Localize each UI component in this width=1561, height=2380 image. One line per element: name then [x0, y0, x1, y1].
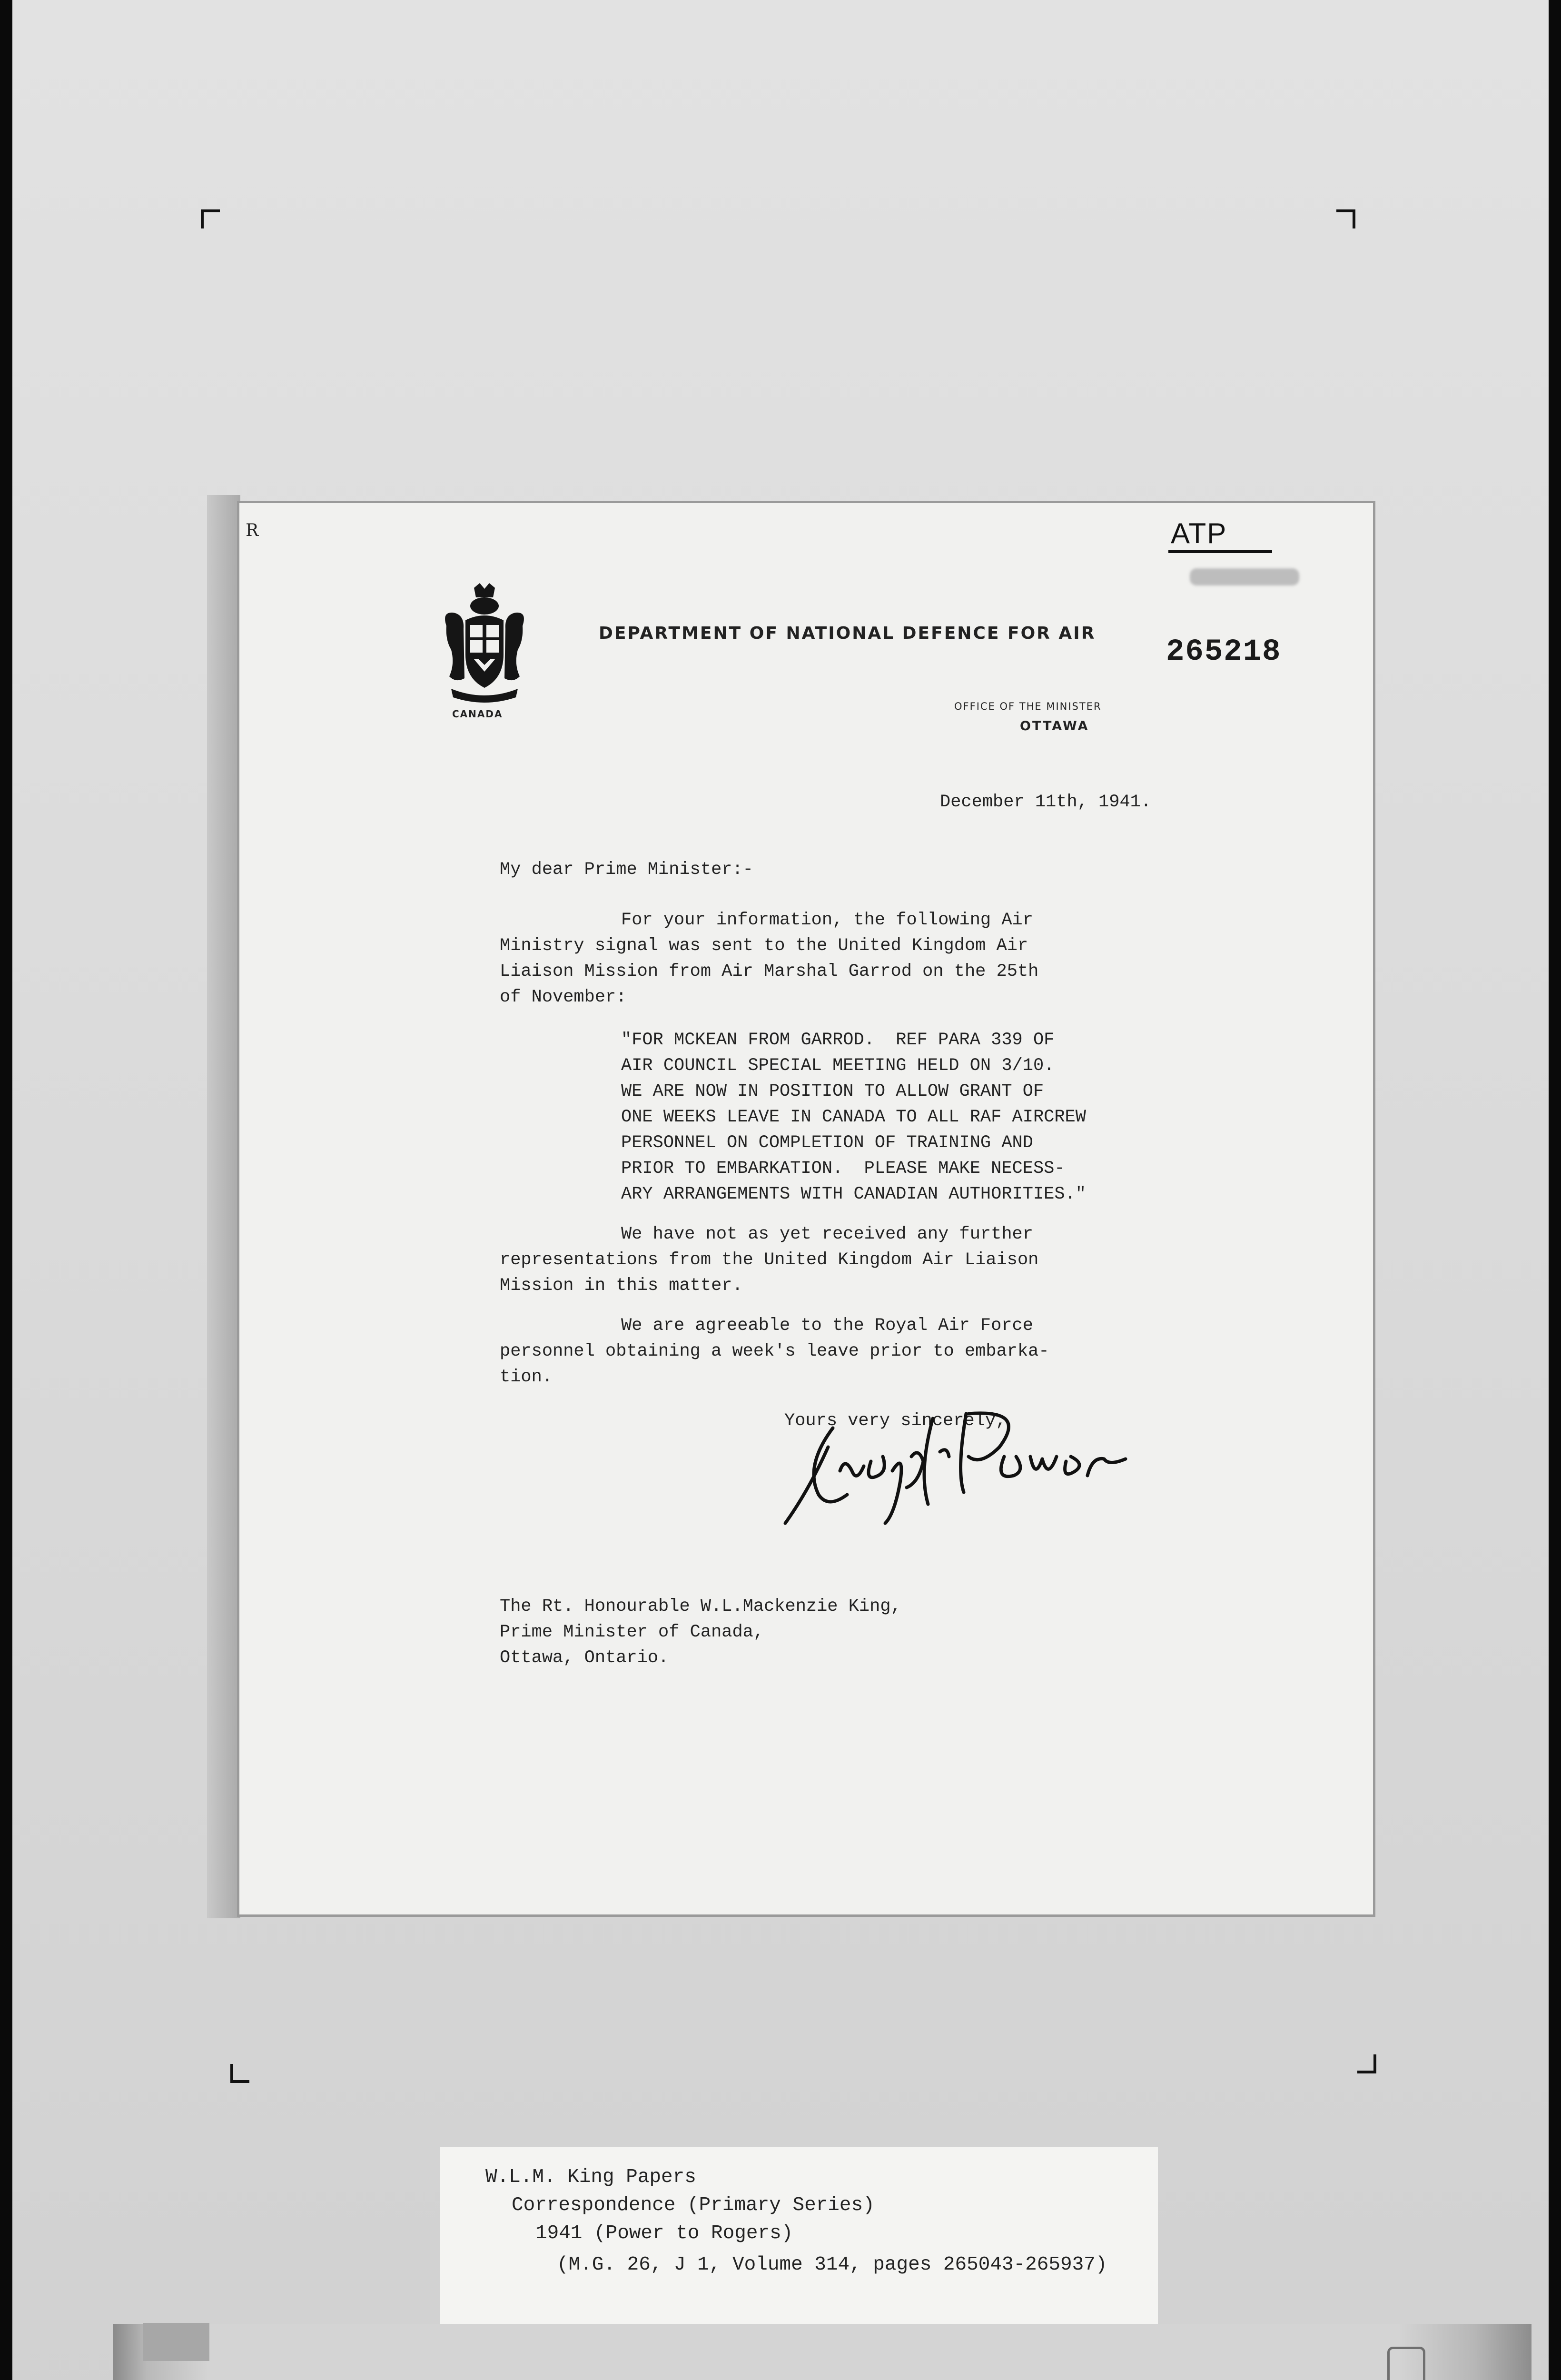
film-edge-left: [0, 0, 12, 2380]
text-line: We have not as yet received any further: [621, 1224, 1033, 1244]
text-line: ARY ARRANGEMENTS WITH CANADIAN AUTHORITIES.": [621, 1184, 1086, 1204]
label-line: 1941 (Power to Rogers): [535, 2222, 793, 2244]
label-line: (M.G. 26, J 1, Volume 314, pages 265043-265937): [557, 2254, 1107, 2276]
letter-salutation: My dear Prime Minister:-: [500, 860, 753, 880]
text-line: Prime Minister of Canada,: [500, 1622, 764, 1642]
atp-stamp: ATP: [1171, 517, 1227, 549]
crop-mark-bottom-right: [1357, 2054, 1376, 2073]
text-line: personnel obtaining a week's leave prior to embarka-: [500, 1341, 1049, 1361]
letter-page-edge: [207, 495, 240, 1918]
letter-page: [237, 501, 1375, 1917]
canada-coat-of-arms-icon: [437, 583, 532, 707]
letter-date: December 11th, 1941.: [940, 792, 1152, 812]
text-line: PRIOR TO EMBARKATION. PLEASE MAKE NECESS-: [621, 1159, 1065, 1179]
stamp-underline: [1168, 550, 1272, 553]
crop-mark-top-right: [1336, 209, 1355, 228]
label-line: Correspondence (Primary Series): [512, 2194, 875, 2216]
film-edge-right: [1549, 0, 1561, 2380]
margin-mark: R: [246, 521, 259, 540]
text-line: Ottawa, Ontario.: [500, 1648, 669, 1668]
text-line: representations from the United Kingdom Air Liaison: [500, 1250, 1039, 1270]
text-line: Mission in this matter.: [500, 1276, 743, 1296]
letterhead-city: OTTAWA: [1020, 719, 1089, 734]
text-line: of November:: [500, 987, 627, 1007]
handwritten-signature: [776, 1399, 1147, 1542]
archive-label-card: [440, 2147, 1158, 2337]
letterhead-department: DEPARTMENT OF NATIONAL DEFENCE FOR AIR: [599, 624, 1096, 643]
text-line: AIR COUNCIL SPECIAL MEETING HELD ON 3/10.: [621, 1056, 1055, 1076]
text-line: Liaison Mission from Air Marshal Garrod on the 25th: [500, 962, 1039, 982]
bar-clip-right: [1387, 2347, 1425, 2380]
text-line: ONE WEEKS LEAVE IN CANADA TO ALL RAF AIRCREW: [621, 1107, 1086, 1127]
text-line: The Rt. Honourable W.L.Mackenzie King,: [500, 1597, 901, 1616]
archive-identification-bar: [113, 2324, 1531, 2380]
label-line: W.L.M. King Papers: [485, 2166, 696, 2188]
letterhead-office: OFFICE OF THE MINISTER: [954, 701, 1102, 712]
text-line: WE ARE NOW IN POSITION TO ALLOW GRANT OF: [621, 1081, 1044, 1101]
text-line: tion.: [500, 1367, 553, 1387]
bar-tape-left: [143, 2323, 209, 2361]
text-line: Ministry signal was sent to the United Kingdom Air: [500, 936, 1028, 956]
stamp-smudge: [1190, 568, 1299, 585]
letter-closing: Yours very sincerely,: [784, 1411, 1007, 1431]
text-line: For your information, the following Air: [621, 910, 1033, 930]
text-line: We are agreeable to the Royal Air Force: [621, 1316, 1033, 1336]
text-line: "FOR MCKEAN FROM GARROD. REF PARA 339 OF: [621, 1030, 1055, 1050]
crest-label: CANADA: [452, 708, 503, 720]
text-line: PERSONNEL ON COMPLETION OF TRAINING AND: [621, 1133, 1033, 1153]
crop-mark-top-left: [201, 209, 220, 228]
document-number: 265218: [1166, 635, 1282, 669]
crop-mark-bottom-left: [230, 2064, 249, 2083]
